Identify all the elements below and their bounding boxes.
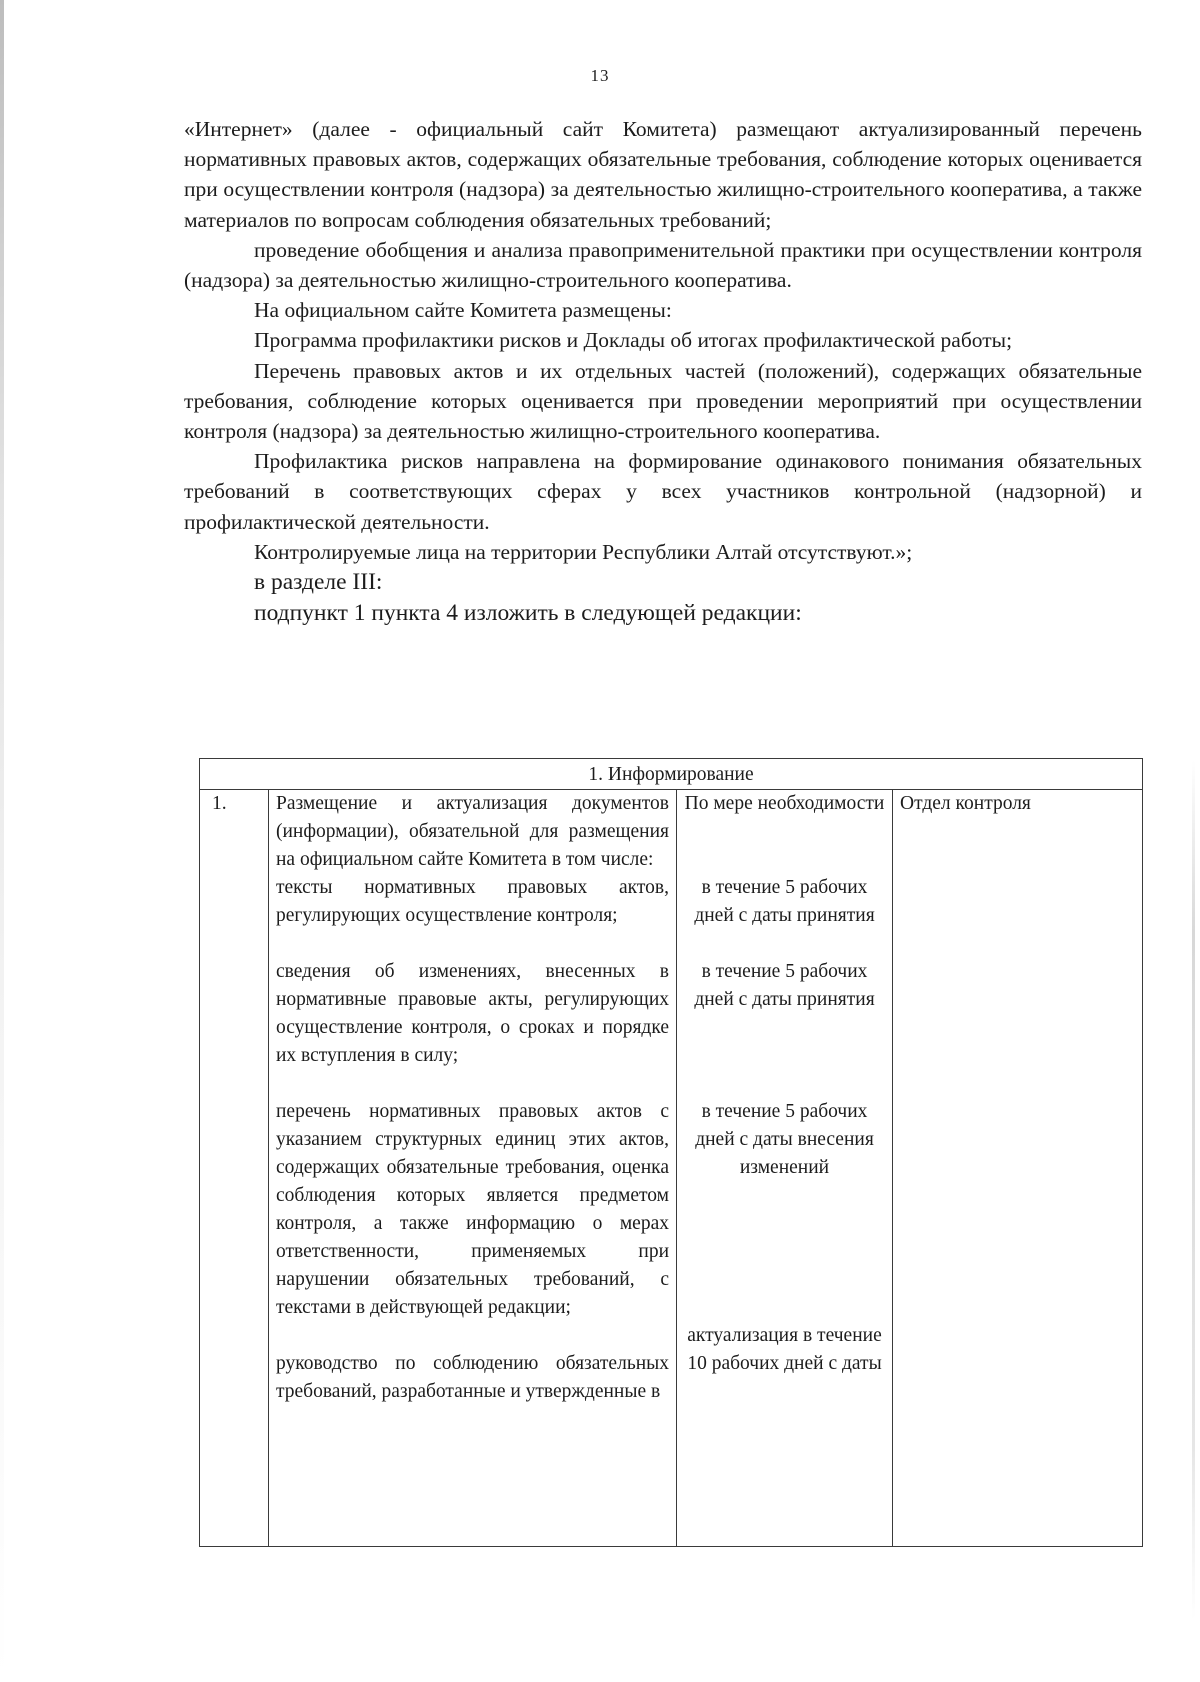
term-text: в течение 5 рабочих дней с даты принятия (694, 961, 875, 1010)
term-cell (677, 790, 893, 1547)
table-section-title: 1. Информирование (200, 759, 1143, 790)
paragraph: «Интернет» (далее - официальный сайт Комитета) размещают актуализированный перечень нормативных правовых актов, содержащих обязательные требования, соблюдение которых оценивается при осуществлении контроля (надзора) за деятельностью жилищно-строительного кооператива, а также материалов по вопросам соблюдения обязательных требований; (184, 117, 1142, 232)
measure-text: сведения об изменениях, внесенных в нормативные правовые акты, регулирующих осуществление контроля, о сроках и порядке их вступления в силу; (276, 961, 669, 1066)
section-reference: в разделе III: (254, 569, 383, 596)
paragraph: Контролируемые лица на территории Республики Алтай отсутствуют.»; (254, 539, 913, 564)
term-text: в течение 5 рабочих дней с даты внесения изменений (695, 1101, 874, 1178)
paragraph: Программа профилактики рисков и Доклады об итогах профилактической работы; (254, 328, 1013, 353)
responsible-cell: Отдел контроля (893, 790, 1143, 1547)
paragraph: Перечень правовых актов и их отдельных частей (положений), содержащих обязательные требования, соблюдение которых оценивается при проведении мероприятий при осуществлении контроля (надзора) за деятельностью жилищно-строительного кооператива. (184, 358, 1142, 444)
scan-edge-shadow (0, 0, 4, 1682)
measure-text: перечень нормативных правовых актов с указанием структурных единиц этих актов, содержащих обязательные требования, оценка соблюдения которых является предметом контроля, а также информацию о мерах ответственности, применяемых при нарушении обязательных требований, с текстами в действующей редакции; (276, 1101, 669, 1318)
measure-text: Размещение и актуализация документов (информации), обязательной для размещения на официальном сайте Комитета в том числе: (276, 793, 669, 870)
term-text: в течение 5 рабочих дней с даты принятия (694, 877, 875, 926)
body-text (184, 114, 1142, 629)
paragraph: На официальном сайте Комитета размещены: (254, 298, 672, 323)
paragraph: проведение обобщения и анализа правоприменительной практики при осуществлении контроля (надзора) за деятельностью жилищно-строительного кооператива. (184, 237, 1142, 293)
table-row (200, 790, 1143, 1547)
measure-text: руководство по соблюдению обязательных требований, разработанные и утвержденные в (276, 1353, 669, 1402)
activities-table (199, 758, 1143, 1547)
measure-text: тексты нормативных правовых актов, регулирующих осуществление контроля; (276, 877, 669, 926)
measure-cell (269, 790, 677, 1547)
amendment-instruction: подпункт 1 пункта 4 изложить в следующей редакции: (254, 600, 802, 627)
term-text: По мере необходимости (684, 793, 885, 814)
row-number: 1. (200, 790, 269, 1547)
paragraph: Профилактика рисков направлена на формирование одинакового понимания обязательных требований в соответствующих сферах у всех участников контрольной (надзорной) и профилактической деятельности. (184, 449, 1142, 534)
scan-edge-shadow-right (1192, 760, 1195, 1620)
page-number: 13 (590, 66, 610, 85)
term-text: актуализация в течение 10 рабочих дней с даты (687, 1325, 882, 1374)
